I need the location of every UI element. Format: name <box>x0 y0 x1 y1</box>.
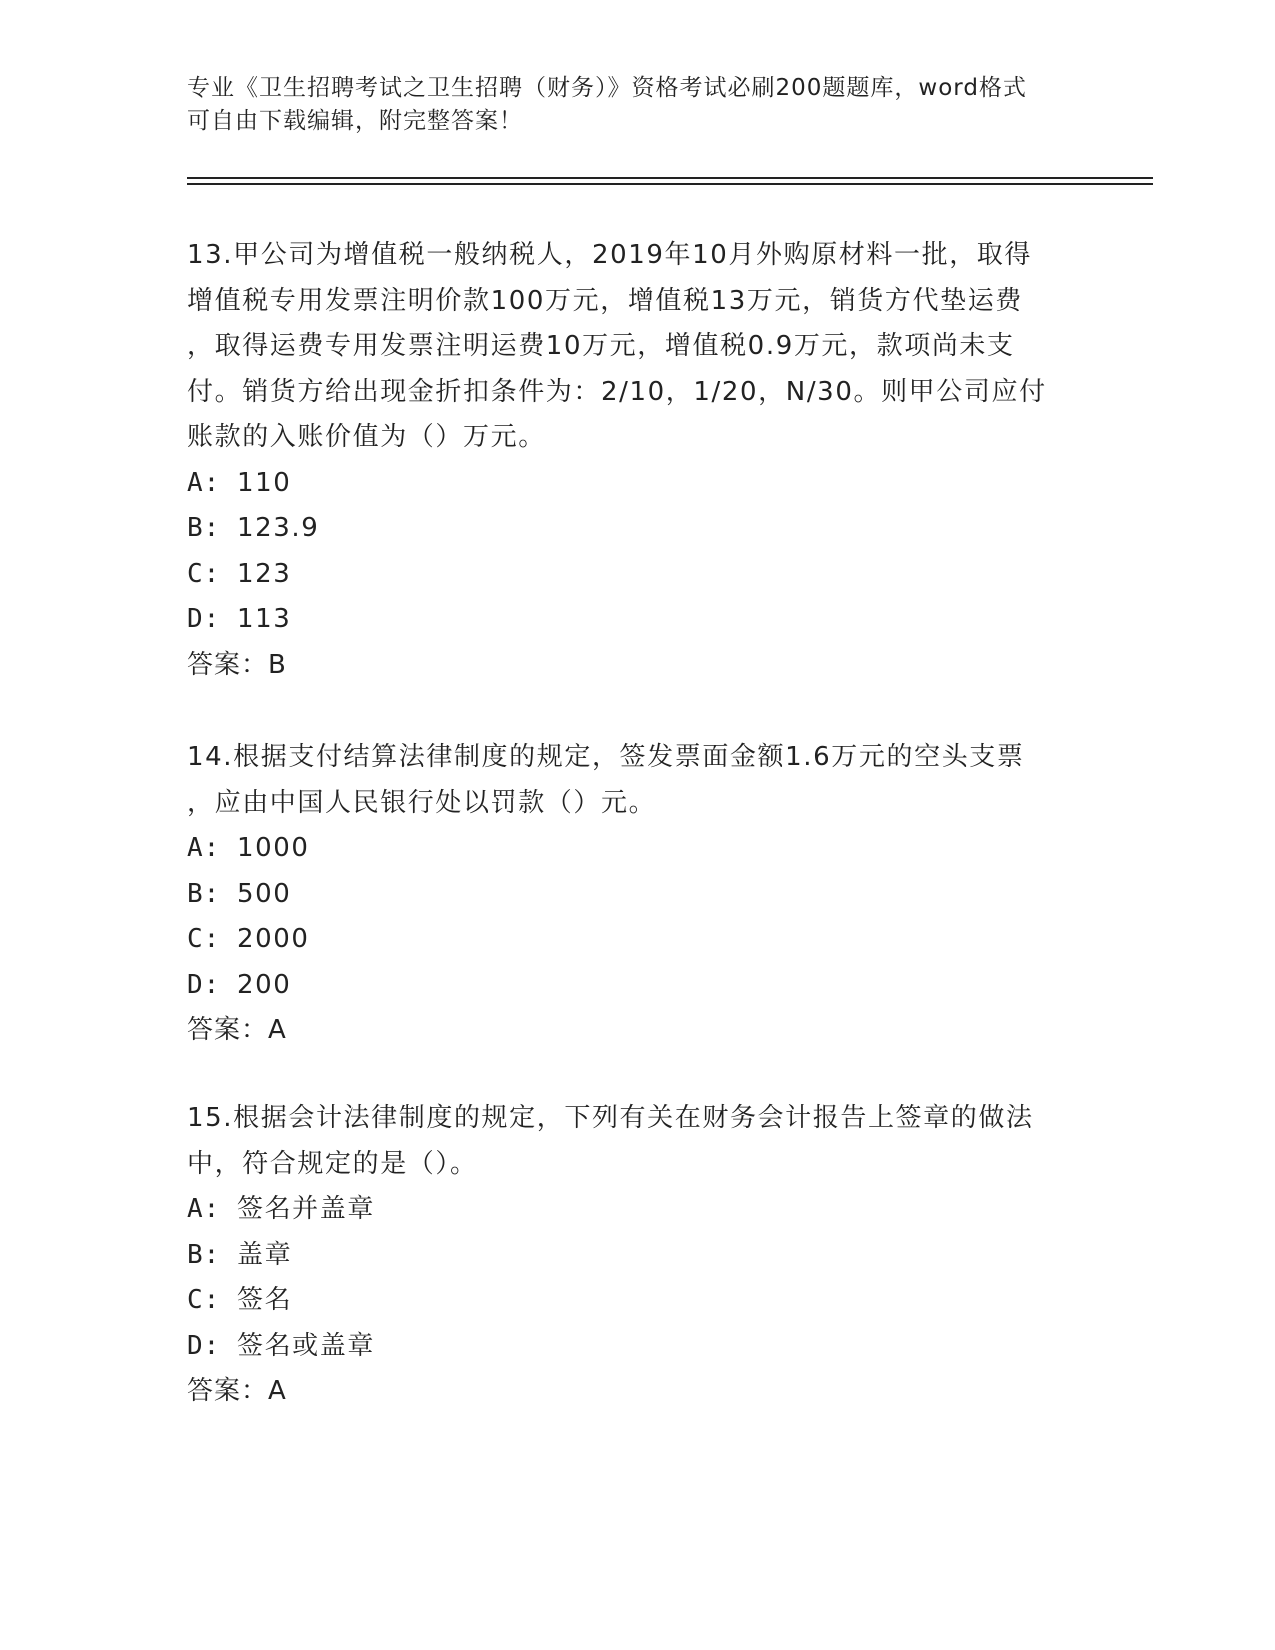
question-15 <box>187 1096 1087 1415</box>
option-text: 签名或盖章 <box>236 1330 375 1361</box>
option-label: B: <box>187 513 221 543</box>
option-label: C: <box>187 1285 221 1315</box>
option-label: D: <box>187 969 221 1000</box>
question-text-line: 账款的入账价值为（）万元。 <box>187 422 546 452</box>
question-13 <box>187 233 1087 688</box>
question-text-line: 增值税专用发票注明价款100万元，增值税13万元，销货方代垫运费 <box>187 285 1023 316</box>
header-line-1: 专业《卫生招聘考试之卫生招聘（财务）》资格考试必刷200题题库，word格式 <box>187 75 1027 101</box>
option-text: 500 <box>236 878 292 909</box>
option-text: 盖章 <box>236 1239 293 1270</box>
question-text-line: 14.根据支付结算法律制度的规定，签发票面金额1.6万元的空头支票 <box>187 742 1025 772</box>
answer-line: 答案：B <box>187 649 287 680</box>
question-text-line: 13.甲公司为增值税一般纳税人，2019年10月外购原材料一批，取得 <box>187 240 1033 270</box>
option-b <box>187 1233 1087 1279</box>
answer-line: 答案：A <box>187 1015 287 1045</box>
header-divider-top <box>187 177 1153 179</box>
document-header <box>187 72 1067 138</box>
header-divider-bottom <box>187 183 1153 185</box>
option-text: 110 <box>236 467 292 498</box>
option-c <box>187 917 1087 963</box>
option-text: 签名并盖章 <box>236 1194 375 1224</box>
option-label: C: <box>187 924 221 954</box>
option-label: A: <box>187 467 221 498</box>
option-label: D: <box>187 604 221 634</box>
option-a <box>187 461 1087 507</box>
question-text-line: ，取得运费专用发票注明运费10万元，增值税0.9万元，款项尚未支 <box>187 331 1015 361</box>
option-b <box>187 506 1087 552</box>
question-text-line: 付。销货方给出现金折扣条件为：2/10，1/20，N/30。则甲公司应付 <box>187 376 1047 407</box>
option-c <box>187 552 1087 598</box>
question-text-line: 中，符合规定的是（）。 <box>187 1148 478 1179</box>
option-label: A: <box>187 1194 221 1224</box>
option-label: C: <box>187 558 221 589</box>
option-a <box>187 1187 1087 1233</box>
option-d <box>187 963 1087 1009</box>
question-14 <box>187 735 1087 1054</box>
option-text: 123 <box>236 558 292 589</box>
question-text-line: 15.根据会计法律制度的规定，下列有关在财务会计报告上签章的做法 <box>187 1103 1034 1133</box>
option-text: 123.9 <box>236 513 320 543</box>
option-text: 113 <box>236 604 292 634</box>
option-d <box>187 597 1087 643</box>
option-label: A: <box>187 833 221 863</box>
option-label: D: <box>187 1330 221 1361</box>
option-c <box>187 1278 1087 1324</box>
option-text: 签名 <box>236 1285 293 1315</box>
answer-line: 答案：A <box>187 1376 287 1406</box>
option-d <box>187 1324 1087 1370</box>
option-text: 1000 <box>236 833 310 863</box>
question-text-line: ，应由中国人民银行处以罚款（）元。 <box>187 787 657 818</box>
option-label: B: <box>187 878 221 909</box>
header-line-2: 可自由下载编辑，附完整答案！ <box>187 108 523 134</box>
option-a <box>187 826 1087 872</box>
option-text: 200 <box>236 969 292 1000</box>
option-text: 2000 <box>236 924 310 954</box>
option-b <box>187 872 1087 918</box>
option-label: B: <box>187 1239 221 1270</box>
